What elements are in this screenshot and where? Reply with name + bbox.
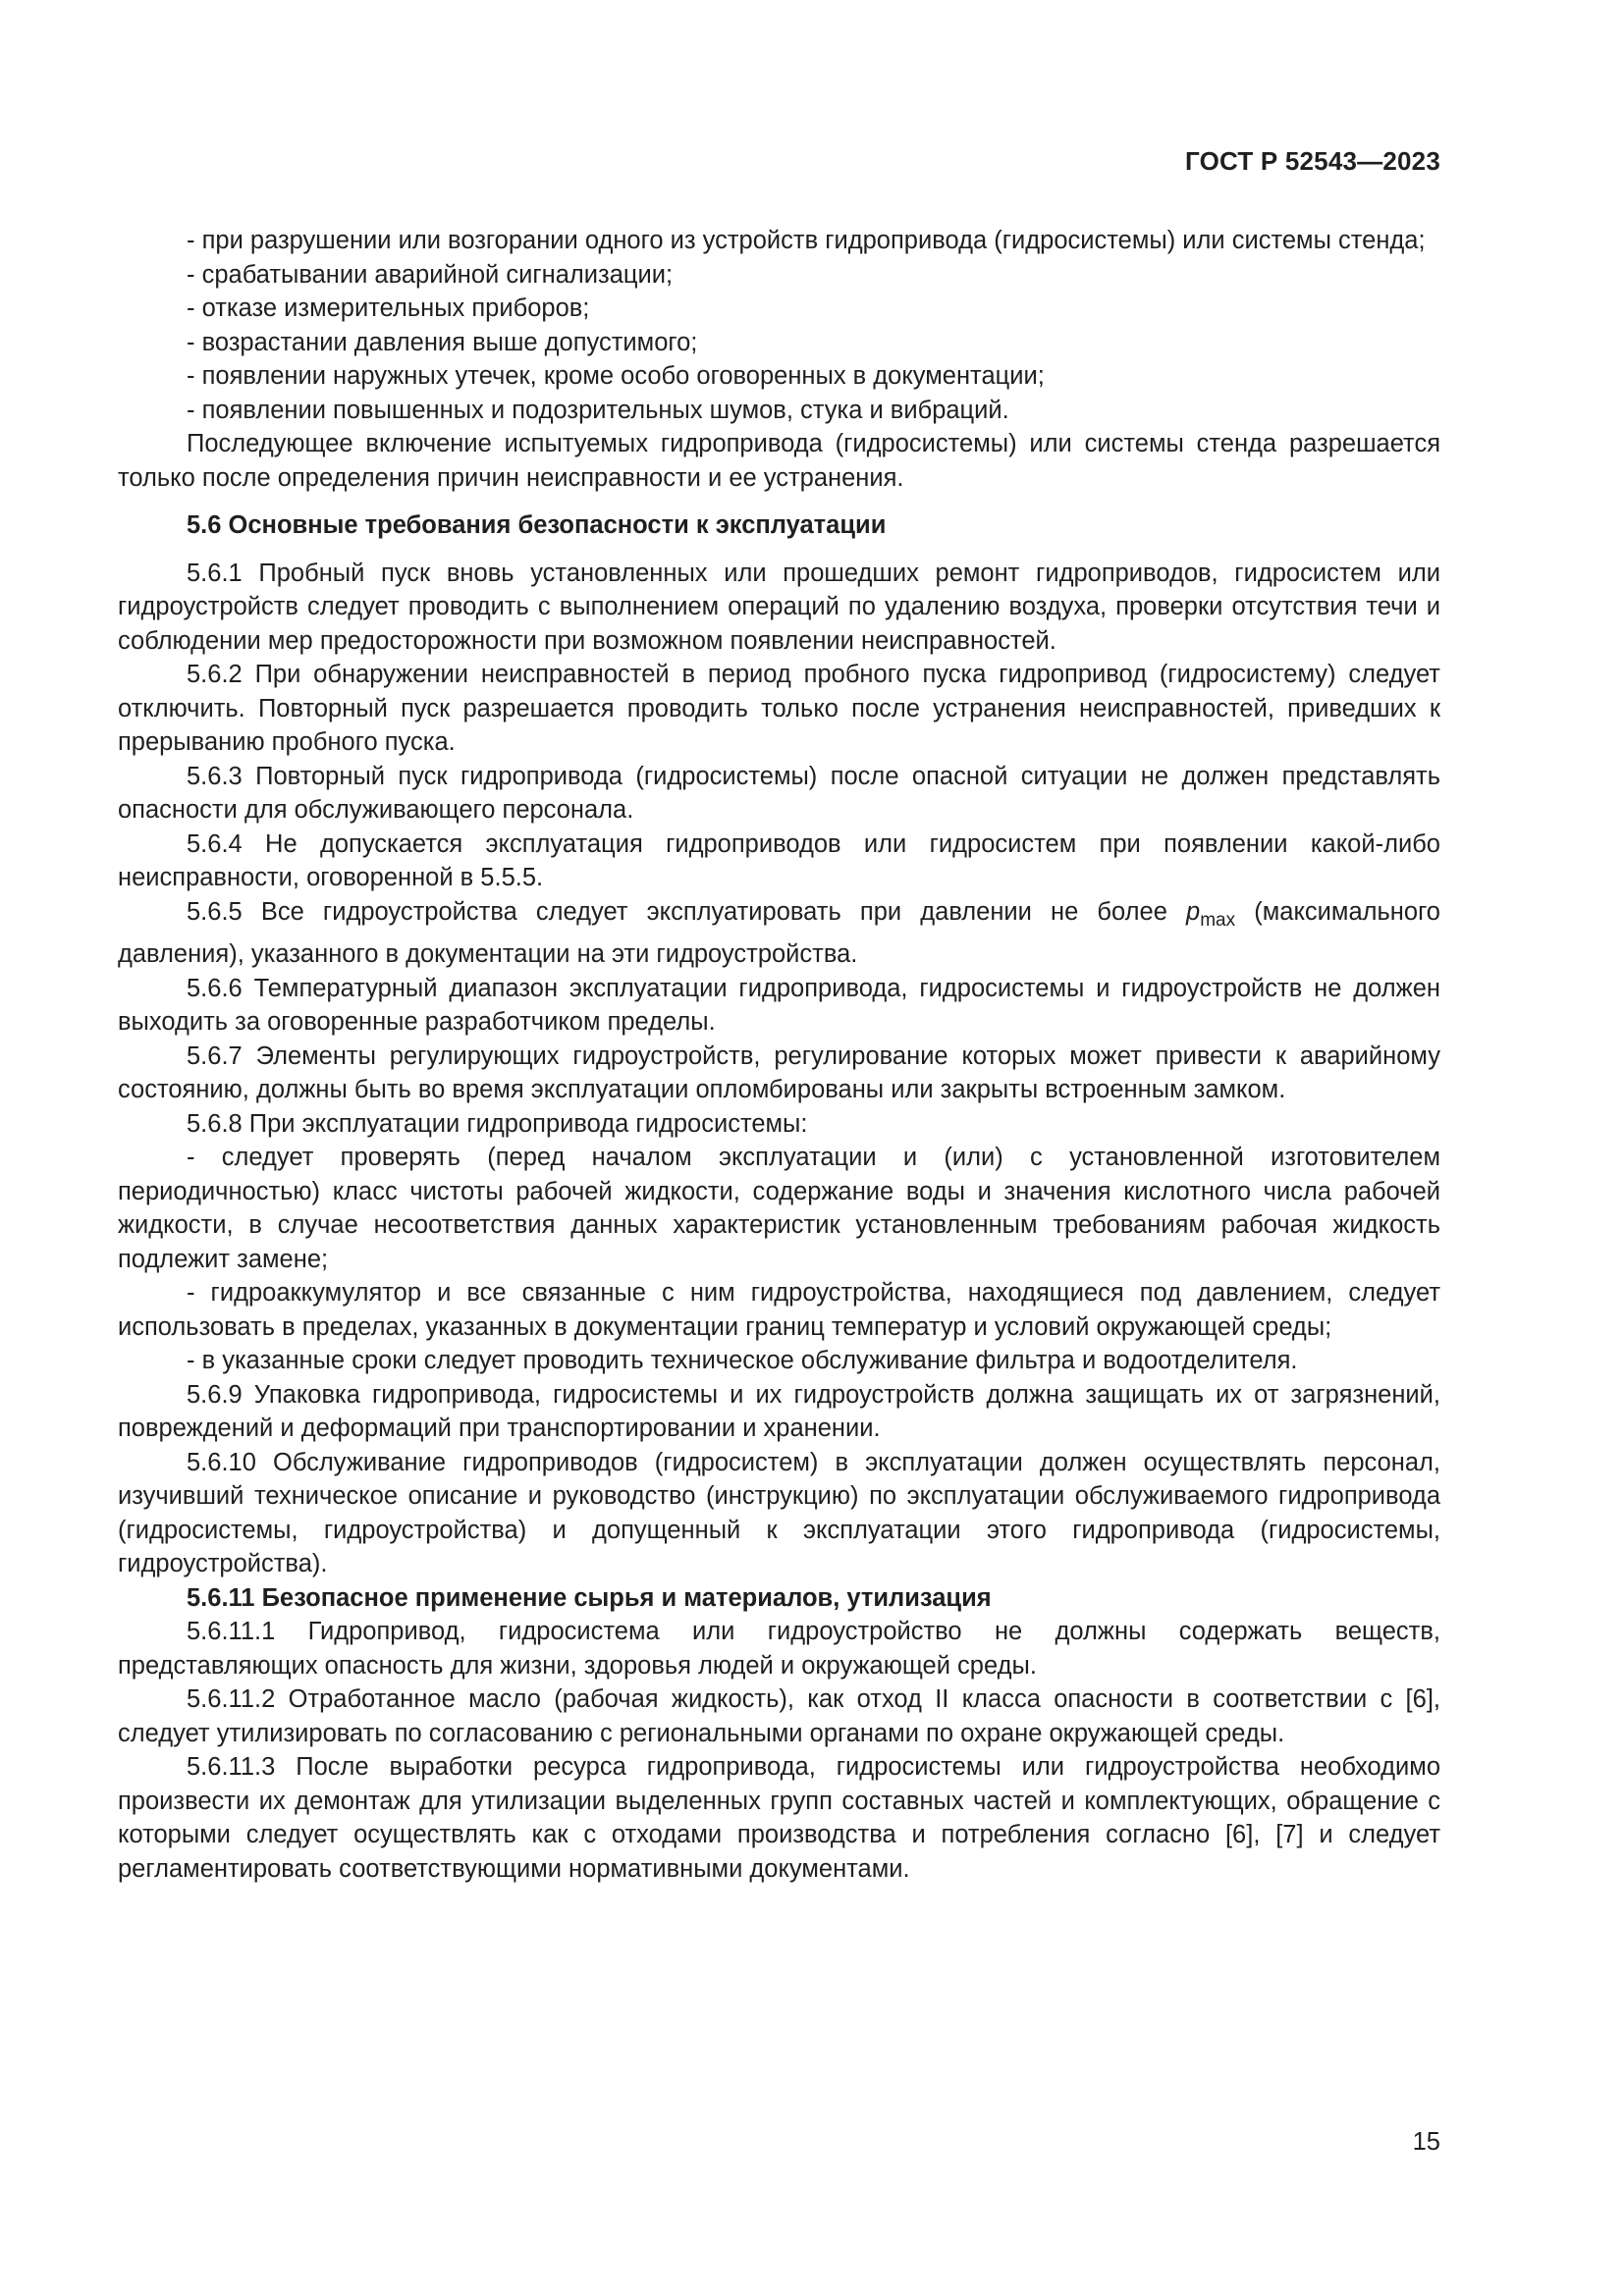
paragraph: Последующее включение испытуемых гидропривода (гидросистемы) или системы стенда разрешается только после определения причин неисправности и ее устранения.: [118, 430, 1440, 492]
paragraph-5-6-4: 5.6.4 Не допускается эксплуатация гидроприводов или гидросистем при появлении какой-либо неисправности, оговоренной в 5.5.5.: [118, 829, 1440, 891]
list-item: - появлении наружных утечек, кроме особо оговоренных в документации;: [187, 362, 1045, 390]
document-body: [118, 224, 1440, 1886]
standard-code: ГОСТ Р 52543—2023: [1185, 146, 1440, 176]
paragraph-5-6-3: 5.6.3 Повторный пуск гидропривода (гидросистемы) после опасной ситуации не должен представлять опасности для обслуживающего персонала.: [118, 762, 1440, 824]
paragraph-5-6-6: 5.6.6 Температурный диапазон эксплуатации гидропривода, гидросистемы и гидроустройств не должен выходить за оговоренные разработчиком пределы.: [118, 974, 1440, 1036]
paragraph-5-6-1: 5.6.1 Пробный пуск вновь установленных или прошедших ремонт гидроприводов, гидросистем или гидроустройств следует проводить с выполнением операций по удалению воздуха, проверки отсутствия течи и соблюдении мер предосторожности при возможном появлении неисправностей.: [118, 559, 1440, 655]
paragraph-5-6-11-1: 5.6.11.1 Гидропривод, гидросистема или гидроустройство не должны содержать веществ, представляющих опасность для жизни, здоровья людей и окружающей среды.: [118, 1618, 1440, 1680]
paragraph-5-6-5: [118, 895, 1440, 972]
paragraph-5-6-11-2: 5.6.11.2 Отработанное масло (рабочая жидкость), как отход II класса опасности в соответствии с [6], следует утилизировать по согласованию с региональными органами по охране окружающей среды.: [118, 1685, 1440, 1747]
pressure-subscript: max: [1200, 909, 1236, 931]
paragraph-5-6-8: 5.6.8 При эксплуатации гидропривода гидросистемы:: [187, 1109, 808, 1138]
pressure-symbol: p: [1186, 897, 1201, 926]
list-item: - появлении повышенных и подозрительных шумов, стука и вибраций.: [187, 396, 1009, 424]
list-item: - гидроаккумулятор и все связанные с ним гидроустройства, находящиеся под давлением, следует использовать в пределах, указанных в документации границ температур и условий окружающей среды;: [118, 1279, 1440, 1341]
paragraph-5-6-11-3: 5.6.11.3 После выработки ресурса гидропривода, гидросистемы или гидроустройства необходимо произвести их демонтаж для утилизации выделенных групп составных частей и комплектующих, обращение с которыми следует осуществлять как с отходами производства и потребления согласно [6], [7] и следует регламентировать соответствующими нормативными документами.: [118, 1753, 1440, 1883]
paragraph-5-6-5-text-end: (максимального давления), указанного в документации на эти гидроустройства.: [118, 897, 1440, 968]
page-number: 15: [1412, 2128, 1440, 2156]
list-item: - отказе измерительных приборов;: [187, 294, 590, 322]
list-item: - в указанные сроки следует проводить техническое обслуживание фильтра и водоотделителя.: [187, 1347, 1298, 1374]
list-item: - срабатывании аварийной сигнализации;: [187, 260, 674, 289]
list-item: - следует проверять (перед началом эксплуатации и (или) с установленной изготовителем периодичностью) класс чистоты рабочей жидкости, содержание воды и значения кислотного числа рабочей жидкости, в случае несоответствия данных характеристик установленным требованиям рабочая жидкость подлежит замене;: [118, 1144, 1440, 1273]
section-heading: 5.6 Основные требования безопасности к эксплуатации: [187, 511, 887, 539]
paragraph-5-6-5-text-start: 5.6.5 Все гидроустройства следует эксплуатировать при давлении не более: [187, 897, 1167, 926]
paragraph-5-6-2: 5.6.2 При обнаружении неисправностей в период пробного пуска гидропривод (гидросистему) следует отключить. Повторный пуск разрешается проводить только после устранения неисправностей, приведших к прерыванию пробного пуска.: [118, 661, 1440, 756]
paragraph-5-6-7: 5.6.7 Элементы регулирующих гидроустройств, регулирование которых может привести к аварийному состоянию, должны быть во время эксплуатации опломбированы или закрыты встроенным замком.: [118, 1041, 1440, 1103]
paragraph-5-6-10: 5.6.10 Обслуживание гидроприводов (гидросистем) в эксплуатации должен осуществлять персонал, изучивший техническое описание и руководство (инструкцию) по эксплуатации обслуживаемого гидропривода (гидросистемы, гидроустройства) и допущенный к эксплуатации этого гидропривода (гидросистемы, гидроустройства).: [118, 1448, 1440, 1577]
paragraph-5-6-9: 5.6.9 Упаковка гидропривода, гидросистемы и их гидроустройств должна защищать их от загрязнений, повреждений и деформаций при транспортировании и хранении.: [118, 1380, 1440, 1442]
list-item: - возрастании давления выше допустимого;: [187, 328, 698, 356]
subsection-heading: 5.6.11 Безопасное применение сырья и материалов, утилизация: [187, 1583, 992, 1612]
list-item: - при разрушении или возгорании одного из устройств гидропривода (гидросистемы) или системы стенда;: [187, 227, 1426, 254]
